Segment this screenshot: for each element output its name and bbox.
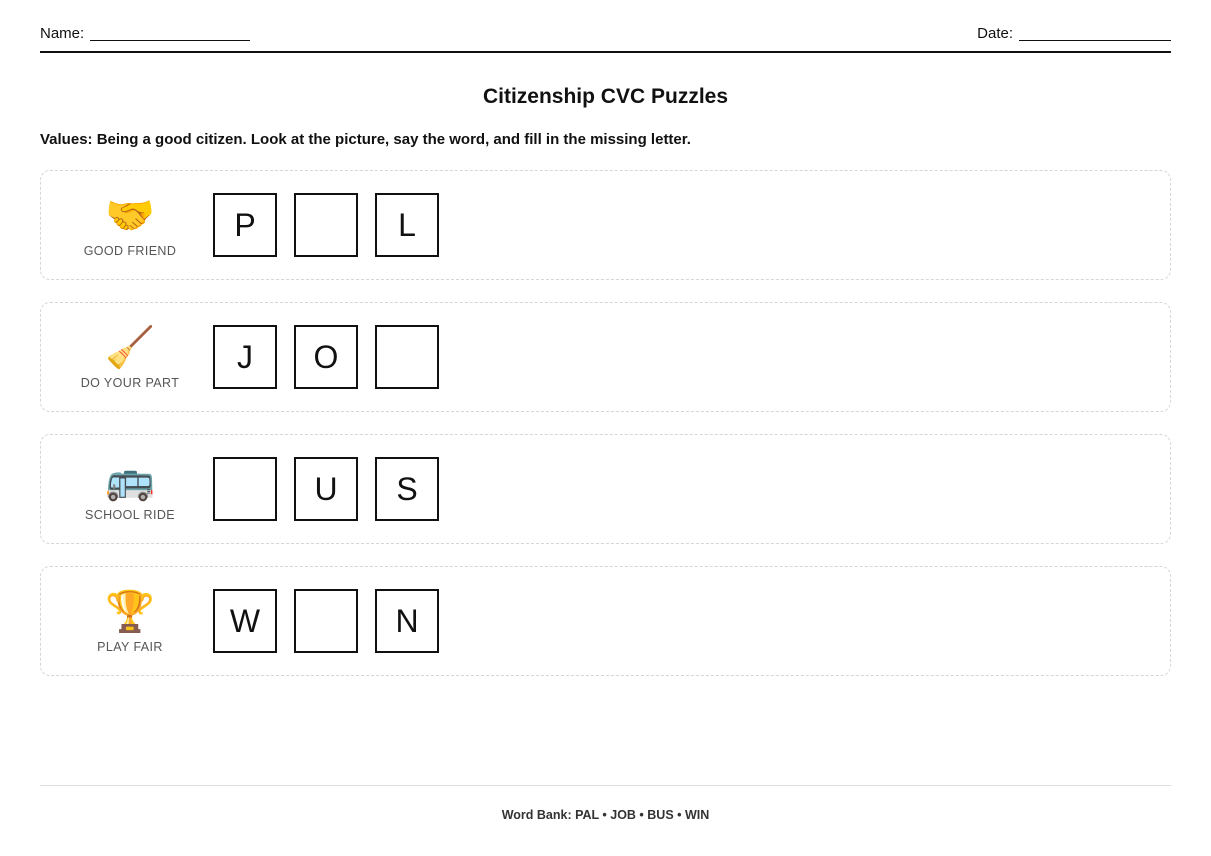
name-date-row bbox=[40, 26, 1171, 53]
clue-label: SCHOOL RIDE bbox=[84, 508, 176, 522]
letter-box[interactable] bbox=[294, 193, 358, 257]
clue-block bbox=[65, 324, 195, 390]
page-title: Citizenship CVC Puzzles bbox=[482, 85, 729, 108]
letter-boxes bbox=[213, 325, 439, 389]
letter-box[interactable]: S bbox=[375, 457, 439, 521]
clue-block bbox=[65, 456, 195, 522]
letter-box[interactable] bbox=[213, 457, 277, 521]
letter-box[interactable]: U bbox=[294, 457, 358, 521]
clue-block bbox=[65, 588, 195, 654]
letter-box[interactable]: L bbox=[375, 193, 439, 257]
broom-icon: 🧹 bbox=[105, 326, 155, 370]
letter-box[interactable] bbox=[294, 589, 358, 653]
puzzle-row bbox=[40, 566, 1171, 676]
clue-label: DO YOUR PART bbox=[80, 376, 180, 390]
clue-block bbox=[65, 192, 195, 258]
letter-boxes bbox=[213, 589, 439, 653]
name-field[interactable] bbox=[40, 26, 250, 41]
letter-box[interactable]: W bbox=[213, 589, 277, 653]
letter-box[interactable]: J bbox=[213, 325, 277, 389]
trophy-icon: 🏆 bbox=[105, 590, 155, 634]
puzzle-row bbox=[40, 434, 1171, 544]
handshake-icon: 🤝 bbox=[105, 194, 155, 238]
clue-label: GOOD FRIEND bbox=[83, 244, 177, 258]
letter-boxes bbox=[213, 193, 439, 257]
name-label: Name: bbox=[40, 25, 85, 42]
letter-box[interactable] bbox=[375, 325, 439, 389]
name-write-line[interactable] bbox=[90, 27, 250, 41]
letter-box[interactable]: P bbox=[213, 193, 277, 257]
school-bus-icon: 🚌 bbox=[105, 458, 155, 502]
date-field[interactable] bbox=[977, 26, 1171, 41]
instructions-text: Values: Being a good citizen. Look at the picture, say the word, and fill in the missing letter. bbox=[40, 131, 691, 148]
date-label: Date: bbox=[977, 25, 1013, 42]
puzzle-row bbox=[40, 302, 1171, 412]
letter-boxes bbox=[213, 457, 439, 521]
word-bank: Word Bank: PAL • JOB • BUS • WIN bbox=[40, 785, 1171, 822]
date-write-line[interactable] bbox=[1019, 27, 1171, 41]
letter-box[interactable]: N bbox=[375, 589, 439, 653]
letter-box[interactable]: O bbox=[294, 325, 358, 389]
clue-label: PLAY FAIR bbox=[97, 640, 163, 654]
puzzle-row bbox=[40, 170, 1171, 280]
puzzle-list bbox=[40, 170, 1171, 676]
